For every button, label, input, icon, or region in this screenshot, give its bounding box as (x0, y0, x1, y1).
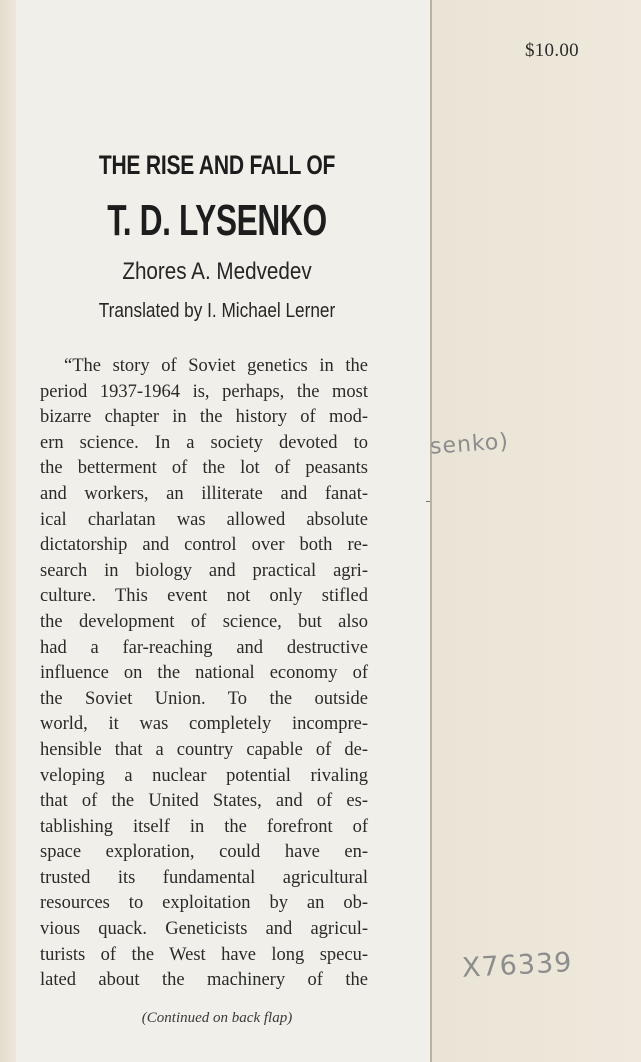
blurb-line: influence on the national economy of (40, 663, 368, 684)
translator-credit: Translated by I. Michael Lerner (98, 300, 336, 322)
continued-note: (Continued on back flap) (141, 1010, 293, 1026)
title-line-1: THE RISE AND FALL OF (98, 150, 336, 180)
blurb-line: lated about the machinery of the (40, 970, 368, 991)
blurb-line: turists of the West have long specu- (40, 944, 368, 965)
blurb-line: had a far-reaching and destructive (40, 637, 368, 658)
endpaper-page (432, 0, 641, 1062)
author-name: Zhores A. Medvedev (122, 258, 312, 285)
blurb-line: the development of science, but also (40, 611, 368, 632)
price-label: $10.00 (524, 40, 579, 61)
blurb-line: that of the United States, and of es- (40, 791, 368, 812)
blurb-line: the betterment of the lot of peasants (40, 458, 368, 479)
blurb-line: vious quack. Geneticists and agricul- (40, 919, 368, 940)
blurb-line: hensible that a country capable of de- (40, 739, 368, 760)
blurb-line: resources to exploitation by an ob- (40, 893, 368, 914)
blurb-line: ical charlatan was allowed absolute (40, 509, 368, 530)
blurb-line: world, it was completely incompre- (40, 714, 368, 735)
page-edge (0, 0, 16, 1062)
blurb-line: bizarre chapter in the history of mod- (40, 407, 368, 428)
blurb-line: and workers, an illiterate and fanat- (40, 483, 368, 504)
blurb-line: “The story of Soviet genetics in the (64, 356, 368, 376)
blurb-line: the Soviet Union. To the outside (40, 688, 368, 709)
blurb-line: search in biology and practical agri- (40, 560, 368, 581)
pencil-mark (426, 501, 430, 502)
blurb-line: tablishing itself in the forefront of (40, 816, 368, 837)
title-line-2: T. D. LYSENKO (107, 196, 327, 245)
blurb-line: space exploration, could have en- (40, 842, 368, 863)
blurb-line: trusted its fundamental agricultural (40, 867, 368, 888)
blurb-line: culture. This event not only stifled (40, 586, 368, 607)
blurb-line: veloping a nuclear potential rivaling (40, 765, 368, 786)
pencil-annotation-bottom: X76339 (461, 947, 574, 984)
blurb-line: dictatorship and control over both re- (40, 535, 368, 556)
blurb-line: period 1937-1964 is, perhaps, the most (40, 381, 368, 402)
blurb-text (40, 354, 368, 994)
pencil-annotation-top: senko) (429, 429, 510, 460)
blurb-line: ern science. In a society devoted to (40, 432, 368, 453)
